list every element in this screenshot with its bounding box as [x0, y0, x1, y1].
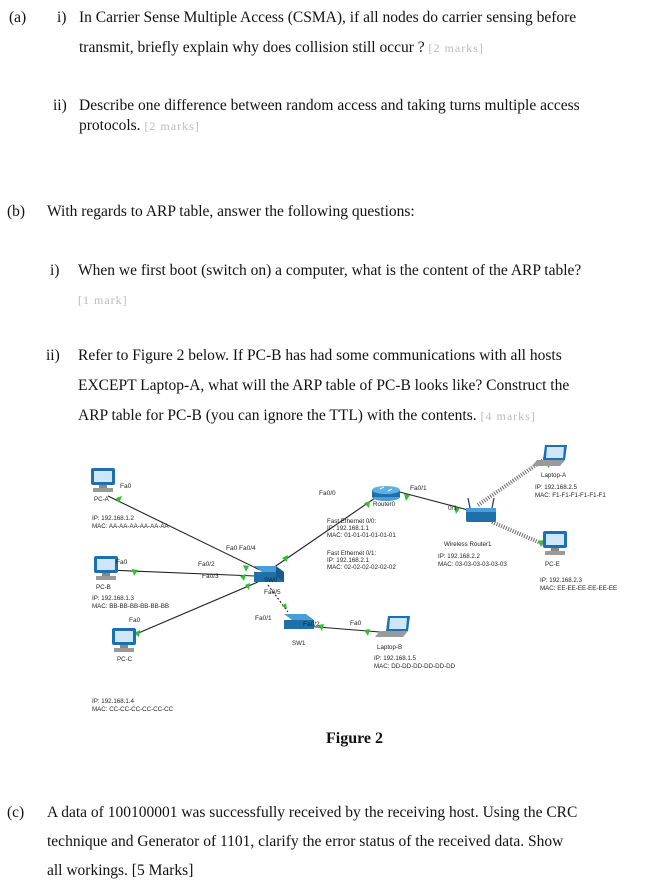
- wireless-port: 0/1: [448, 505, 458, 512]
- pc-b-mac: MAC: BB-BB-BB-BB-BB-BB: [92, 603, 170, 610]
- router0-if1-ip: IP: 192.168.2.1: [327, 557, 369, 564]
- question-b-i-marks: [1 mark]: [78, 293, 128, 307]
- pc-b-ip: IP: 192.168.1.3: [92, 595, 134, 602]
- laptop-b-mac: MAC: DD-DD-DD-DD-DD-DD: [374, 663, 456, 670]
- laptop-a-name: Laptop-A: [541, 472, 567, 479]
- wireless-ip: IP: 192.168.2.2: [438, 553, 480, 560]
- question-b-ii-label: ii): [46, 347, 60, 364]
- laptop-a-ip: IP: 192.168.2.5: [535, 484, 577, 491]
- pc-a-ip: IP: 192.168.1.2: [92, 515, 134, 522]
- sw0-port-fa05: Fa0/5: [264, 589, 281, 596]
- pc-e-name: PC-E: [545, 561, 560, 568]
- sw1-name: SW1: [292, 640, 306, 647]
- question-c-line2: technique and Generator of 1101, clarify the error status of the received data. Show: [47, 833, 564, 850]
- sw1-port-fa02: Fa0/2: [303, 621, 320, 628]
- question-a-label: (a): [9, 9, 27, 26]
- sw0-name: SW0: [264, 577, 278, 584]
- link-pcc-sw0: [122, 582, 258, 640]
- pc-a-port: Fa0: [120, 483, 132, 490]
- question-b-i-label: i): [50, 262, 60, 279]
- pc-e-ip: IP: 192.168.2.3: [540, 577, 582, 584]
- laptop-b-icon: [375, 616, 410, 637]
- sw1-port-fa0: Fa0: [350, 620, 362, 627]
- router0-port-fa00: Fa0/0: [319, 490, 336, 497]
- sw0-port-fa03: Fa0/3: [202, 573, 219, 580]
- question-c-line3: all workings. [5 Marks]: [47, 862, 194, 879]
- wireless-router-icon: [466, 498, 496, 522]
- question-b-ii-line2: EXCEPT Laptop-A, what will the ARP table of PC-B looks like? Construct the: [78, 377, 570, 394]
- sw0-port-fa04: Fa0 Fa0/4: [226, 545, 256, 552]
- question-a-i-line2: transmit, briefly explain why does collision still occur ? [2 marks]: [79, 39, 484, 56]
- question-b-ii-line3: ARP table for PC-B (you can ignore the TTL) with the contents. [4 marks]: [78, 407, 536, 424]
- router0-if0-mac: MAC: 01-01-01-01-01-01: [327, 532, 396, 539]
- network-links: [108, 490, 468, 640]
- pc-a-icon: [91, 468, 115, 492]
- pc-c-name: PC-C: [117, 656, 133, 663]
- router0-if0-title: Fast Ethernet 0/0:: [327, 518, 377, 525]
- sw0-port-fa02: Fa0/2: [198, 561, 215, 568]
- link-pcb-sw0: [108, 570, 255, 576]
- pc-b-port: Fa0: [116, 559, 128, 566]
- router0-name: Router0: [373, 501, 396, 508]
- router0-if0-ip: IP: 192.168.1.1: [327, 525, 369, 532]
- pc-b-name: PC-B: [96, 584, 111, 591]
- question-c-line1: A data of 100100001 was successfully received by the receiving host. Using the CRC: [47, 804, 578, 821]
- laptop-a-icon: [532, 445, 567, 466]
- router0-icon: [372, 486, 400, 501]
- router0-port-fa01: Fa0/1: [410, 485, 427, 492]
- pc-c-port: Fa0: [129, 617, 141, 624]
- marks: [2 marks]: [428, 41, 484, 55]
- pc-c-ip: IP: 192.168.1.4: [92, 698, 134, 705]
- wireless-name: Wireless Router1: [444, 541, 492, 548]
- link-pca-sw0: [108, 496, 260, 570]
- marks: [2 marks]: [144, 119, 200, 133]
- question-b-ii-line1: Refer to Figure 2 below. If PC-B has had some communications with all hosts: [78, 347, 562, 364]
- pc-e-mac: MAC: EE-EE-EE-EE-EE-EE: [540, 585, 618, 592]
- wireless-signal-pce: [492, 522, 543, 544]
- question-a-i-label: i): [57, 9, 67, 26]
- question-c-label: (c): [7, 804, 25, 821]
- pc-c-mac: MAC: CC-CC-CC-CC-CC-CC: [92, 706, 174, 713]
- sw0-port-fa01: Fa0/1: [255, 615, 272, 622]
- question-b-label: (b): [7, 203, 26, 220]
- question-a-i-line1: In Carrier Sense Multiple Access (CSMA), if all nodes do carrier sensing before: [79, 9, 577, 26]
- pc-a-mac: MAC: AA-AA-AA-AA-AA-AA: [92, 523, 169, 530]
- figure-caption: Figure 2: [326, 730, 384, 747]
- question-a-ii-line2: protocols. [2 marks]: [79, 117, 200, 134]
- question-b-intro: With regards to ARP table, answer the following questions:: [47, 203, 415, 220]
- pc-a-name: PC-A: [94, 496, 109, 503]
- router0-if1-title: Fast Ethernet 0/1:: [327, 550, 377, 557]
- pc-e-icon: [543, 531, 567, 555]
- pc-c-icon: [112, 628, 136, 652]
- laptop-b-ip: IP: 192.168.1.5: [374, 655, 416, 662]
- router0-if1-mac: MAC: 02-02-02-02-02-02: [327, 564, 396, 571]
- wireless-mac: MAC: 03-03-03-03-03-03: [438, 561, 507, 568]
- question-a-ii-label: ii): [53, 97, 67, 114]
- pc-b-icon: [94, 556, 118, 580]
- question-b-i-line1: When we first boot (switch on) a computer, what is the content of the ARP table?: [78, 262, 582, 279]
- laptop-b-name: Laptop-B: [377, 644, 403, 651]
- marks: [4 marks]: [480, 409, 536, 423]
- laptop-a-mac: MAC: F1-F1-F1-F1-F1-F1: [535, 492, 606, 499]
- link-lights: [116, 461, 551, 637]
- question-a-ii-line1: Describe one difference between random access and taking turns multiple access: [79, 97, 580, 114]
